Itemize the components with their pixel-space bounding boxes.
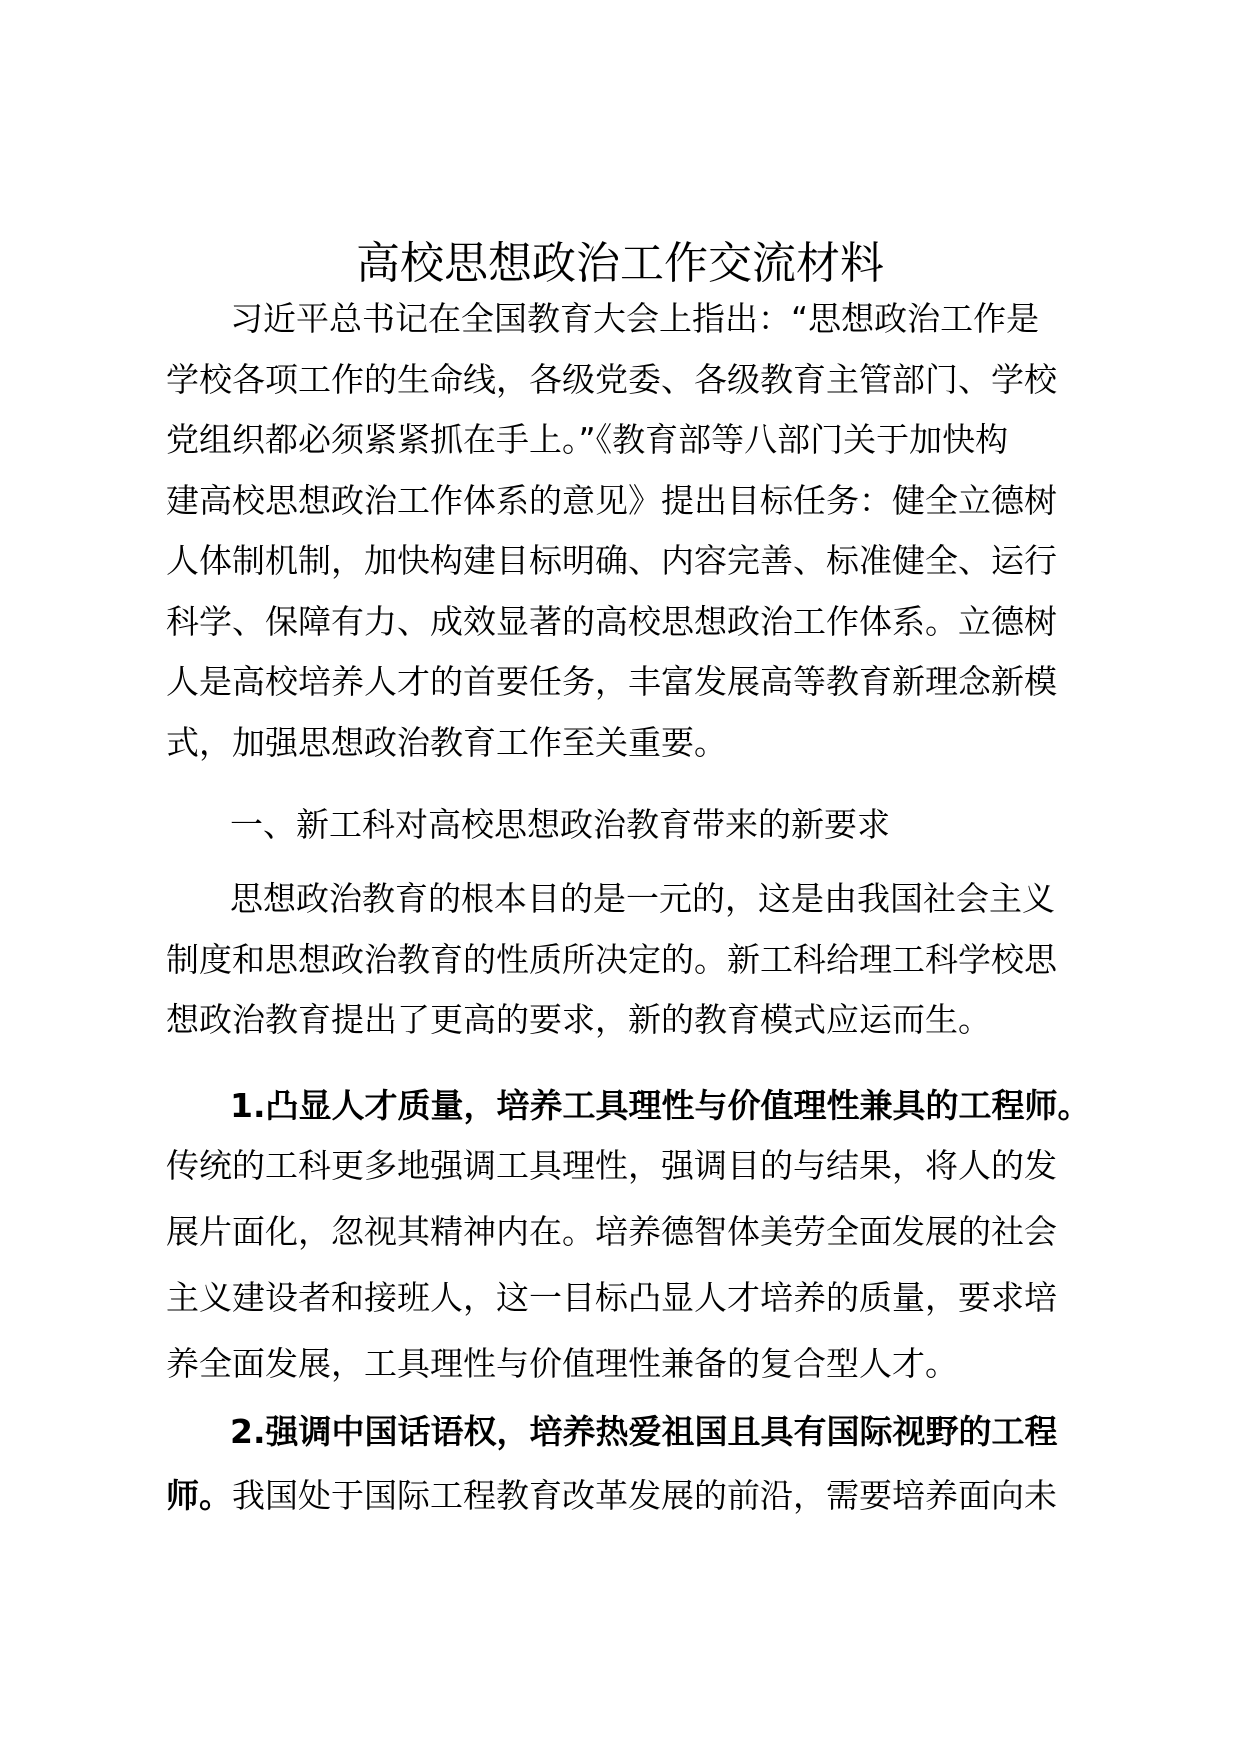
paragraph-line: 主义建设者和接班人，这一目标凸显人才培养的质量，要求培 (166, 1278, 1057, 1317)
subheading-bold: 2.强调中国话语权，培养热爱祖国且具有国际视野的工程 (230, 1412, 1058, 1451)
paragraph-line: 展片面化，忽视其精神内在。培养德智体美劳全面发展的社会 (166, 1212, 1057, 1251)
paragraph-line: 人是高校培养人才的首要任务，丰富发展高等教育新理念新模 (166, 662, 1057, 701)
paragraph-line-text: 我国处于国际工程教育改革发展的前沿，需要培养面向未 (232, 1476, 1057, 1515)
paragraph-line: 传统的工科更多地强调工具理性，强调目的与结果，将人的发 (166, 1146, 1057, 1185)
section-heading: 一、新工科对高校思想政治教育带来的新要求 (230, 805, 890, 844)
document-title: 高校思想政治工作交流材料 (356, 238, 884, 289)
paragraph-line: 养全面发展，工具理性与价值理性兼备的复合型人才。 (166, 1344, 958, 1383)
paragraph-line: 人体制机制，加快构建目标明确、内容完善、标准健全、运行 (166, 541, 1057, 580)
paragraph-line: 想政治教育提出了更高的要求，新的教育模式应运而生。 (166, 1000, 991, 1039)
paragraph-line: 建高校思想政治工作体系的意见》提出目标任务：健全立德树 (166, 481, 1057, 520)
paragraph-line: 思想政治教育的根本目的是一元的，这是由我国社会主义 (230, 879, 1055, 918)
paragraph-line: 式，加强思想政治教育工作至关重要。 (166, 723, 727, 762)
paragraph-line: 党组织都必须紧紧抓在手上。”《教育部等八部门关于加快构 (166, 420, 1009, 459)
subheading-bold: 1.凸显人才质量，培养工具理性与价值理性兼具的工程师。 (230, 1086, 1091, 1125)
paragraph-line: 科学、保障有力、成效显著的高校思想政治工作体系。立德树 (166, 602, 1057, 641)
paragraph-line: 学校各项工作的生命线，各级党委、各级教育主管部门、学校 (166, 360, 1057, 399)
paragraph-line: 习近平总书记在全国教育大会上指出：“思想政治工作是 (230, 299, 1040, 338)
paragraph-line (166, 1474, 1057, 1518)
paragraph-line: 制度和思想政治教育的性质所决定的。新工科给理工科学校思 (166, 940, 1057, 979)
subheading-bold-end: 师。 (166, 1476, 232, 1515)
